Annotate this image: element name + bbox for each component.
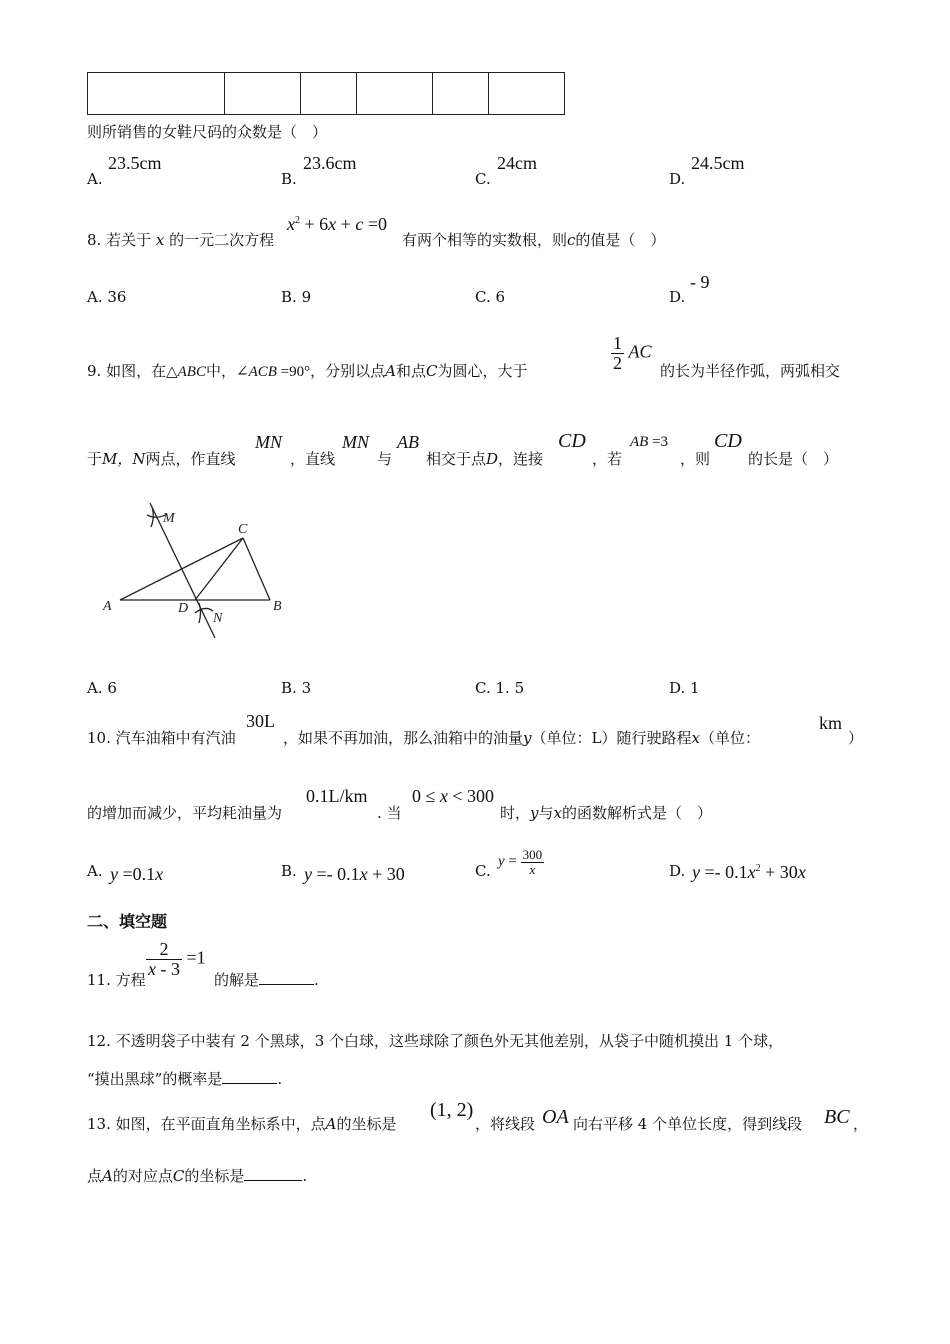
- label-d: D: [178, 601, 189, 616]
- q10-line2-a: 的增加而减少，平均耗油量为: [87, 804, 283, 822]
- q9-cd-2: CD: [714, 430, 742, 452]
- table-cell: [88, 73, 225, 115]
- table-cell: [433, 73, 489, 115]
- q10-option-c: C.: [475, 862, 491, 880]
- q13-line1-c: ，将线段: [475, 1115, 536, 1133]
- q8-stem-tail: 有两个相等的实数根，则c的值是（ ）: [402, 231, 666, 249]
- q8-option-c: C. 6: [475, 288, 506, 306]
- q12-line2: “摸出黑球”的概率是 .: [87, 1070, 283, 1088]
- q8-equation: $x^2 + 6x + c =0$: [287, 214, 387, 234]
- q13-oa: OA: [542, 1106, 569, 1128]
- line-mn: [150, 503, 215, 638]
- q8-option-a: A. 36: [87, 288, 127, 306]
- q12-answer-blank[interactable]: [222, 1083, 277, 1084]
- q9-triangle-figure: [95, 495, 305, 645]
- q9-cd-1: CD: [558, 430, 586, 452]
- q10-option-b: B.: [281, 862, 297, 880]
- q10-line2-c: 时，y与x的函数解析式是（ ）: [500, 804, 712, 822]
- q9-option-c: C. 1. 5: [475, 679, 525, 697]
- q10-option-a-formula: y =0.1x: [110, 864, 164, 884]
- segment-cb: [243, 538, 270, 600]
- q9-mn-2: MN: [342, 432, 369, 452]
- q9-line1-tail: 的长为半径作弧，两弧相交: [660, 362, 841, 380]
- q9-option-a: A. 6: [87, 679, 117, 697]
- q10-range: 0 ≤ x < 300: [412, 786, 495, 806]
- q13-line1-a: 13. 如图，在平面直角坐标系中，点A的坐标是: [87, 1115, 397, 1133]
- label-m: M: [163, 511, 175, 526]
- q12-line1: 12. 不透明袋子中装有 2 个黑球，3 个白球，这些球除了颜色外无其他差别，从袋子中随机摸出 1 个球，: [87, 1032, 784, 1050]
- q9-mn-1: MN: [255, 432, 282, 452]
- q9-line2-c: ，直线: [290, 450, 336, 468]
- q11-post: 的解是 .: [214, 971, 319, 989]
- q13-answer-blank[interactable]: [244, 1180, 302, 1181]
- q9-line2-d: 与: [377, 450, 393, 468]
- q9-option-d: D. 1: [669, 679, 700, 697]
- q7-option-c: C.: [475, 170, 491, 188]
- table-cell: [489, 73, 565, 115]
- q10-option-b-formula: y =- 0.1x + 30: [304, 864, 405, 884]
- table-cell: [357, 73, 433, 115]
- q9-option-b: B. 3: [281, 679, 312, 697]
- q8-stem: 8. 若关于 x 的一元二次方程: [87, 231, 275, 249]
- segment-cd: [195, 538, 243, 600]
- table-cell: [301, 73, 357, 115]
- label-n: N: [213, 611, 223, 626]
- q9-half-ac: $\frac{1}{2}$ AC: [613, 333, 652, 373]
- table-cell: [225, 73, 301, 115]
- q8-option-d-value: - 9: [690, 272, 710, 292]
- q10-rate: 0.1L/km: [306, 786, 368, 806]
- label-c: C: [238, 522, 248, 537]
- q7-option-b-value: 23.6cm: [303, 153, 357, 173]
- q9-ab: AB: [397, 432, 419, 452]
- q13-line1-d: 向右平移 4 个单位长度，得到线段: [573, 1115, 803, 1133]
- q10-unit-km: km: [819, 713, 843, 733]
- q9-line1: 9. 如图，在△ABC中，∠ACB =90°，分别以点A和点C为圆心，大于: [87, 362, 528, 380]
- table-row: [88, 73, 565, 115]
- section-title-fill-in: 二、填空题: [87, 912, 168, 931]
- q9-line2-a: 于M，N两点，作直线: [87, 450, 236, 468]
- q10-line1-b: ，如果不再加油，那么油箱中的油量y（单位：L）随行驶路程x（单位：: [283, 729, 760, 747]
- q7-option-a: A.: [87, 170, 103, 188]
- arc-n-1: [195, 608, 213, 613]
- q7-option-c-value: 24cm: [497, 153, 537, 173]
- q10-option-c-formula: y = $\frac{300}{x}$: [498, 847, 543, 877]
- q10-option-a: A.: [87, 862, 103, 880]
- q7-stem: 则所销售的女鞋尺码的众数是（ ）: [87, 123, 328, 141]
- q11-answer-blank[interactable]: [259, 984, 314, 985]
- q10-fuel: 30L: [246, 711, 275, 731]
- q7-option-d: D.: [669, 170, 686, 188]
- q10-line2-b: . 当: [377, 804, 402, 822]
- label-b: B: [273, 599, 282, 614]
- shoe-size-table: [87, 72, 565, 115]
- q10-option-d: D.: [669, 862, 686, 880]
- label-a: A: [103, 599, 112, 614]
- q13-line1-e: ，: [853, 1115, 869, 1133]
- q10-option-d-formula: $y =- 0.1x^2 + 30x$: [692, 862, 806, 882]
- q10-line1-a: 10. 汽车油箱中有汽油: [87, 729, 236, 747]
- arc-n-2: [199, 603, 201, 623]
- q9-line2-h: ，则: [680, 450, 711, 468]
- q8-option-b: B. 9: [281, 288, 312, 306]
- q7-option-b: B.: [281, 170, 297, 188]
- q9-line2-g: ，若: [592, 450, 623, 468]
- q13-bc: BC: [824, 1106, 850, 1128]
- q9-line2-e: 相交于点D，连接: [426, 450, 544, 468]
- q11-pre: 11. 方程: [87, 971, 146, 989]
- q9-ab-eq: AB =3: [630, 434, 669, 450]
- q8-option-d: D.: [669, 288, 686, 306]
- q7-option-a-value: 23.5cm: [108, 153, 162, 173]
- q9-line2-i: 的长是（ ）: [748, 450, 839, 468]
- q11-equation: $\frac{2}{x - 3}$ =1: [148, 939, 206, 979]
- q10-line1-e: ）: [848, 729, 864, 747]
- q13-line2: 点A的对应点C的坐标是 .: [87, 1167, 308, 1185]
- q13-coordinate: (1, 2): [430, 1099, 474, 1121]
- q7-option-d-value: 24.5cm: [691, 153, 745, 173]
